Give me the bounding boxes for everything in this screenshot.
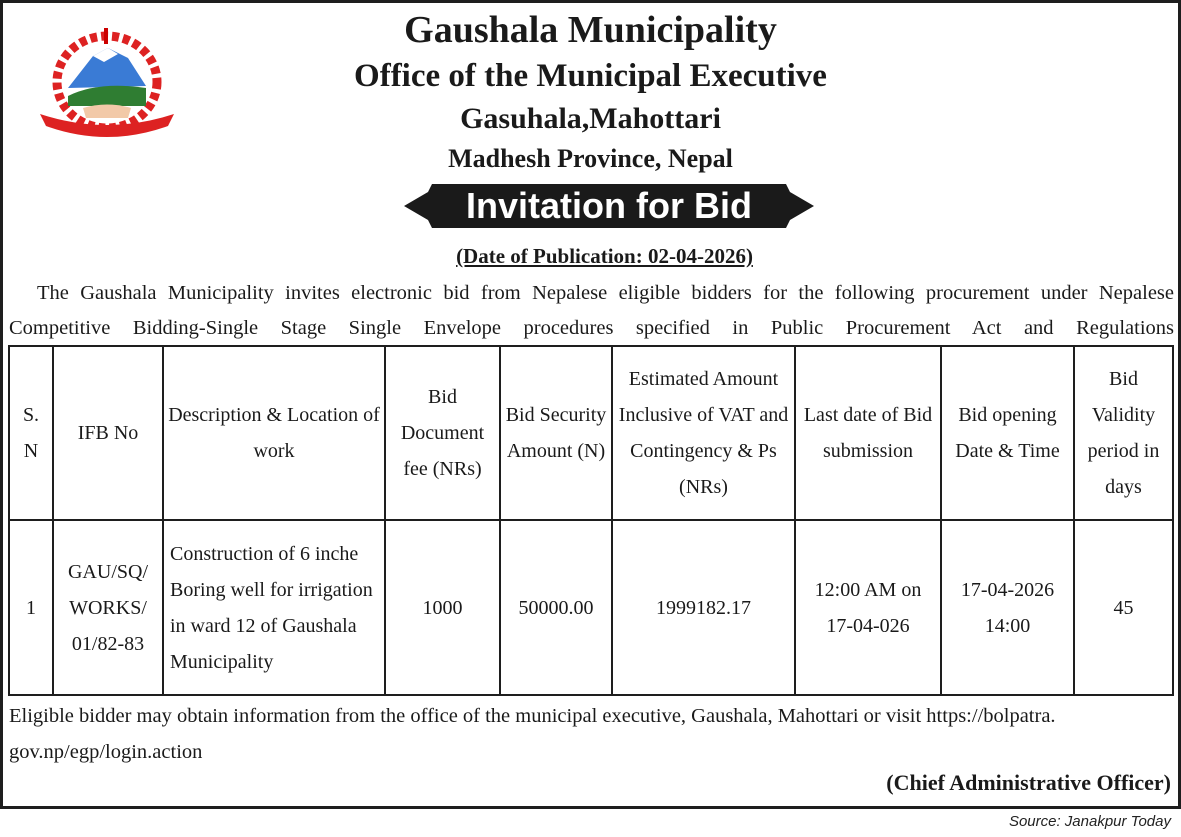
header-cell: Bid Validity period in days [1074,346,1173,520]
banner-title: Invitation for Bid [466,185,752,226]
header-cell: Description & Location of work [163,346,385,520]
intro-paragraph: The Gaushala Municipality invites electronic bid from Nepalese eligible bidders for the following procurement under Nepalese Competitive Bidding-Single Stage Single Envelope procedures specified in Public Procurement Act and Regulations [9,282,1174,339]
bid-table [8,345,1174,696]
header-cell: S. N [9,346,53,520]
cell-estimate: 1999182.17 [612,520,795,695]
header-cell: Bid Document fee (NRs) [385,346,500,520]
cell-last-date: 12:00 AM on 17-04-026 [795,520,941,695]
header-cell: Bid opening Date & Time [941,346,1074,520]
cell-security: 50000.00 [500,520,612,695]
province: Madhesh Province, Nepal [448,144,733,173]
publication-date: (Date of Publication: 02-04-2026) [456,244,753,268]
invitation-banner [404,184,814,228]
header-cell: Last date of Bid submission [795,346,941,520]
cell-doc-fee: 1000 [385,520,500,695]
office-location: Gasuhala,Mahottari [460,102,721,135]
header-cell: Estimated Amount Inclusive of VAT and Contingency & Ps (NRs) [612,346,795,520]
header-cell: IFB No [53,346,163,520]
cell-opening: 17-04-2026 14:00 [941,520,1074,695]
cell-description: Construction of 6 inche Boring well for irrigation in ward 12 of Gaushala Municipality [163,520,385,695]
header-cell: Bid Security Amount (N) [500,346,612,520]
cell-sn: 1 [9,520,53,695]
cell-ifb: GAU/SQ/ WORKS/ 01/82-83 [53,520,163,695]
table-header-row [9,346,1173,520]
footer-info: Eligible bidder may obtain information from the office of the municipal executive, Gaushala, Mahottari or visit https://bolpatra. gov.np/egp/login.action [9,705,1056,763]
municipality-name: Gaushala Municipality [404,9,777,51]
source-credit: Source: Janakpur Today [1008,813,1171,830]
table-row [9,520,1173,695]
office-name: Office of the Municipal Executive [354,58,827,94]
cell-validity: 45 [1074,520,1173,695]
signature: (Chief Administrative Officer) [886,770,1171,795]
